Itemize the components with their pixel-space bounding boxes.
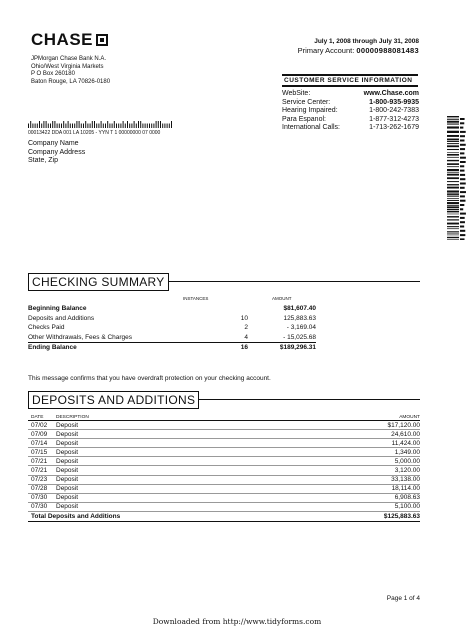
summary-amount: - 3,169.04	[286, 324, 316, 332]
barcode-bar	[54, 121, 55, 128]
cs-label: Service Center:	[282, 98, 331, 106]
barcode-bar	[65, 124, 66, 129]
deposit-date: 07/09	[31, 430, 48, 438]
barcode-bar	[105, 124, 106, 129]
barcode-bar	[447, 160, 459, 161]
barcode-bar	[72, 124, 73, 129]
barcode-bar	[447, 163, 459, 165]
company-name: Company Name	[28, 140, 79, 147]
cs-label: WebSite:	[282, 90, 311, 97]
page-number: Page 1 of 4	[386, 595, 420, 602]
deposit-description: Deposit	[56, 467, 79, 475]
cs-row-hearing	[282, 107, 419, 116]
logo-text: CHASE	[31, 30, 94, 49]
company-address-block	[28, 140, 85, 166]
code-mark	[460, 174, 465, 176]
barcode-bar	[447, 200, 459, 201]
deposits-table	[28, 413, 420, 522]
barcode-bar	[447, 131, 459, 133]
barcode-bar	[153, 124, 154, 129]
barcode-bar	[447, 181, 459, 182]
table-row	[28, 466, 420, 475]
code-mark	[460, 144, 466, 146]
download-footer[interactable]: Downloaded from http://www.tidyforms.com	[152, 617, 322, 626]
deposit-date: 07/23	[31, 476, 48, 484]
code-mark	[460, 140, 464, 142]
barcode-bar	[447, 166, 459, 167]
barcode-bar	[140, 121, 141, 128]
cs-row-website	[282, 90, 419, 99]
barcode-bar	[447, 202, 459, 204]
checking-summary-title: CHECKING SUMMARY	[28, 273, 169, 291]
bank-address-line: Baton Rouge, LA 70826-0180	[31, 78, 111, 85]
barcode-bar	[83, 124, 84, 129]
barcode-bar	[43, 121, 44, 128]
code-mark	[460, 221, 465, 223]
barcode-bar	[447, 149, 459, 150]
code-mark	[460, 213, 466, 215]
barcode-bar	[129, 124, 130, 129]
scan-line: 00013422 DDA 001 LA 10205 - YYN T 1 00000000 07 0000	[28, 130, 161, 136]
summary-row-withdrawals	[28, 333, 316, 343]
barcode-bar	[70, 124, 71, 129]
code-mark	[460, 148, 465, 150]
bank-address-line: JPMorgan Chase Bank N.A.	[31, 56, 107, 62]
barcode-bar	[127, 121, 128, 128]
col-instances-header: INSTANCES	[183, 296, 209, 301]
barcode-bar	[61, 124, 62, 129]
barcode-bar	[447, 126, 459, 128]
barcode-bar	[98, 124, 99, 129]
code-mark	[460, 195, 465, 197]
code-mark	[460, 187, 465, 189]
barcode-bar	[81, 124, 82, 129]
barcode-bar	[39, 121, 40, 128]
barcode-bar	[447, 143, 459, 144]
code-mark	[460, 226, 464, 228]
deposit-description: Deposit	[56, 439, 79, 447]
summary-row-deposits	[28, 314, 316, 324]
cs-label: International Calls:	[282, 124, 340, 132]
summary-amount: 125,883.63	[283, 314, 316, 322]
checking-summary-table	[28, 304, 316, 353]
code-mark	[460, 208, 463, 210]
deposit-date: 07/30	[31, 494, 48, 502]
barcode-bar	[142, 124, 143, 129]
barcode-bar	[149, 124, 150, 129]
statement-period: July 1, 2008 through July 31, 2008	[314, 38, 419, 45]
barcode-bar	[447, 205, 459, 206]
barcode-bar	[35, 124, 36, 129]
barcode-bar	[447, 116, 459, 117]
barcode-bar	[447, 235, 459, 236]
barcode-bar	[447, 157, 459, 158]
summary-row-checks	[28, 323, 316, 333]
barcode-bar	[164, 124, 165, 129]
barcode-bar	[48, 124, 49, 129]
deposit-description: Deposit	[56, 476, 79, 484]
deposit-date: 07/14	[31, 439, 48, 447]
deposit-amount: 24,610.00	[391, 430, 420, 438]
barcode-bar	[41, 124, 42, 129]
code-mark	[460, 131, 466, 133]
barcode-bar	[30, 121, 31, 128]
barcode-bar	[447, 187, 459, 189]
deposit-description: Deposit	[56, 457, 79, 465]
barcode-bar	[160, 121, 161, 128]
barcode-bar	[37, 124, 38, 129]
account-number: 00000988081483	[356, 46, 419, 55]
barcode-bar	[68, 121, 69, 128]
summary-label: Checks Paid	[28, 324, 65, 332]
barcode-bar	[118, 124, 119, 129]
barcode-bar	[109, 124, 110, 129]
deposit-description: Deposit	[56, 448, 79, 456]
barcode-bar	[171, 121, 172, 128]
vertical-code-marks	[460, 116, 466, 240]
overdraft-message: This message confirms that you have overdraft protection on your checking account.	[28, 375, 271, 382]
summary-instances: 4	[244, 333, 248, 341]
barcode-bar	[447, 206, 459, 208]
barcode-bar	[107, 121, 108, 128]
barcode-bar	[145, 124, 146, 129]
cs-label: Hearing Impaired:	[282, 107, 338, 115]
code-mark	[460, 234, 465, 236]
barcode-bar	[147, 124, 148, 129]
chase-logo	[31, 30, 108, 50]
barcode-bar	[447, 216, 459, 217]
cs-value: 1-800-242-7383	[369, 107, 419, 115]
barcode-bar	[101, 121, 102, 128]
code-mark	[460, 230, 465, 232]
summary-label: Deposits and Additions	[28, 314, 95, 322]
barcode-bar	[447, 219, 459, 220]
table-row	[28, 430, 420, 439]
summary-amount: $81,607.40	[283, 305, 316, 313]
deposit-date: 07/30	[31, 503, 48, 511]
deposit-amount: 33,138.00	[391, 476, 420, 484]
barcode-bar	[447, 139, 459, 141]
code-mark	[460, 152, 464, 154]
barcode-bar	[447, 186, 459, 187]
barcode-bar	[151, 124, 152, 129]
col-amount-header: AMOUNT	[399, 415, 420, 420]
code-mark	[460, 127, 463, 129]
barcode-bar	[158, 121, 159, 128]
deposits-total-label: Total Deposits and Additions	[31, 512, 121, 520]
deposit-amount: 6,908.63	[394, 494, 420, 502]
col-date-header: DATE	[31, 415, 44, 420]
table-row	[28, 439, 420, 448]
customer-service-title: CUSTOMER SERVICE INFORMATION	[282, 74, 418, 87]
deposit-date: 07/15	[31, 448, 48, 456]
barcode-bar	[96, 124, 97, 129]
barcode-bar	[447, 211, 459, 212]
deposit-date: 07/28	[31, 485, 48, 493]
summary-amount: $189,296.31	[279, 344, 316, 352]
barcode-bar	[447, 237, 459, 238]
barcode-bar	[447, 119, 459, 120]
code-mark	[460, 204, 464, 206]
barcode-bar	[447, 169, 459, 171]
table-row	[28, 448, 420, 457]
summary-row-beginning	[28, 304, 316, 314]
barcode-bar	[123, 121, 124, 128]
barcode-bar	[114, 121, 115, 128]
barcode-bar	[94, 121, 95, 128]
barcode-bar	[447, 184, 459, 185]
deposits-title: DEPOSITS AND ADDITIONS	[28, 391, 199, 409]
barcode-bar	[32, 124, 33, 129]
barcode-bar	[74, 124, 75, 129]
barcode-bar	[112, 124, 113, 129]
cs-value[interactable]: www.Chase.com	[363, 90, 419, 97]
deposit-amount: 5,000.00	[394, 457, 420, 465]
bank-address-line: Ohio/West Virginia Markets	[31, 63, 104, 70]
barcode-bar	[52, 121, 53, 128]
deposit-date: 07/21	[31, 457, 48, 465]
code-mark	[460, 183, 466, 185]
barcode-bar	[447, 209, 459, 210]
deposit-description: Deposit	[56, 494, 79, 502]
barcode-bar	[447, 228, 459, 229]
deposit-amount: 3,120.00	[394, 467, 420, 475]
barcode-bar	[447, 152, 459, 153]
summary-amount: - 15,025.68	[283, 333, 316, 341]
barcode-bar	[447, 190, 459, 192]
barcode-bar	[447, 174, 459, 176]
barcode-bar	[447, 124, 459, 125]
code-mark	[460, 191, 466, 193]
postal-barcode	[28, 121, 173, 128]
deposit-description: Deposit	[56, 421, 79, 429]
code-mark	[460, 135, 465, 137]
col-description-header: DESCRIPTION	[56, 415, 89, 420]
code-mark	[460, 157, 466, 159]
barcode-bar	[90, 124, 91, 129]
barcode-bar	[103, 124, 104, 129]
barcode-bar	[447, 198, 459, 199]
barcode-bar	[131, 124, 132, 129]
barcode-bar	[76, 121, 77, 128]
barcode-bar	[447, 226, 459, 227]
vertical-barcode	[447, 116, 459, 240]
summary-label: Ending Balance	[28, 344, 77, 352]
barcode-bar	[447, 233, 459, 234]
deposits-total-amount: $125,883.63	[383, 512, 420, 520]
barcode-bar	[447, 145, 459, 147]
summary-label: Other Withdrawals, Fees & Charges	[28, 333, 133, 341]
customer-service-info	[282, 90, 419, 133]
code-mark	[460, 217, 465, 219]
summary-instances: 16	[240, 344, 248, 352]
deposit-amount: 18,114.00	[391, 485, 420, 493]
barcode-bar	[57, 124, 58, 129]
code-mark	[460, 200, 465, 202]
barcode-bar	[87, 124, 88, 129]
barcode-bar	[28, 124, 29, 129]
barcode-bar	[85, 121, 86, 128]
deposit-amount: $17,120.00	[387, 421, 420, 429]
barcode-bar	[136, 124, 137, 129]
code-mark	[460, 178, 465, 180]
bank-address	[31, 56, 110, 86]
barcode-bar	[79, 121, 80, 128]
summary-instances: 10	[240, 314, 248, 322]
barcode-bar	[138, 121, 139, 128]
summary-row-ending	[28, 342, 316, 353]
barcode-bar	[447, 231, 459, 232]
barcode-bar	[447, 172, 459, 173]
code-mark	[460, 122, 464, 124]
barcode-bar	[447, 239, 459, 240]
code-mark	[460, 170, 464, 172]
cs-value: 1-877-312-4273	[369, 115, 419, 123]
cs-row-service	[282, 99, 419, 108]
deposit-description: Deposit	[56, 485, 79, 493]
barcode-bar	[63, 121, 64, 128]
bank-address-line: P O Box 260180	[31, 71, 75, 77]
deposits-header-row	[28, 413, 420, 421]
barcode-bar	[134, 121, 135, 128]
barcode-bar	[447, 214, 459, 215]
barcode-bar	[447, 196, 459, 197]
barcode-bar	[169, 124, 170, 129]
summary-instances: 2	[244, 324, 248, 332]
barcode-bar	[125, 124, 126, 129]
barcode-bar	[92, 121, 93, 128]
code-mark	[460, 161, 466, 163]
barcode-bar	[447, 223, 459, 225]
code-mark	[460, 165, 464, 167]
table-row	[28, 476, 420, 485]
company-state-zip: State, Zip	[28, 157, 58, 165]
table-row	[28, 421, 420, 430]
barcode-bar	[447, 121, 459, 123]
table-row	[28, 457, 420, 466]
table-row	[28, 485, 420, 494]
col-amount-header: AMOUNT	[272, 296, 292, 301]
deposit-date: 07/02	[31, 421, 48, 429]
deposit-amount: 11,424.00	[391, 439, 420, 447]
deposits-total-row	[28, 512, 420, 522]
barcode-bar	[167, 124, 168, 129]
code-mark	[460, 118, 465, 120]
barcode-bar	[59, 124, 60, 129]
barcode-bar	[156, 121, 157, 128]
barcode-bar	[162, 124, 163, 129]
barcode-bar	[447, 177, 459, 179]
deposit-description: Deposit	[56, 503, 79, 511]
barcode-bar	[116, 124, 117, 129]
cs-label: Para Espanol:	[282, 115, 326, 123]
barcode-bar	[50, 124, 51, 129]
cs-value: 1-800-935-9935	[369, 98, 419, 106]
barcode-bar	[447, 193, 459, 194]
code-mark	[460, 238, 465, 240]
barcode-bar	[447, 135, 459, 137]
table-row	[28, 494, 420, 503]
barcode-bar	[46, 121, 47, 128]
table-row	[28, 503, 420, 512]
barcode-bar	[120, 124, 121, 129]
deposit-amount: 1,349.00	[394, 448, 420, 456]
deposit-date: 07/21	[31, 467, 48, 475]
barcode-bar	[447, 141, 459, 142]
summary-label: Beginning Balance	[28, 305, 87, 313]
primary-account	[282, 46, 419, 55]
cs-value: 1-713-262-1679	[369, 124, 419, 132]
account-label: Primary Account:	[297, 46, 355, 55]
deposit-description: Deposit	[56, 430, 79, 438]
deposit-amount: 5,100.00	[394, 503, 420, 511]
octagon-logo-icon	[96, 34, 108, 46]
cs-row-international	[282, 124, 419, 133]
cs-row-espanol	[282, 116, 419, 125]
company-address: Company Address	[28, 148, 86, 156]
barcode-bar	[447, 154, 459, 156]
